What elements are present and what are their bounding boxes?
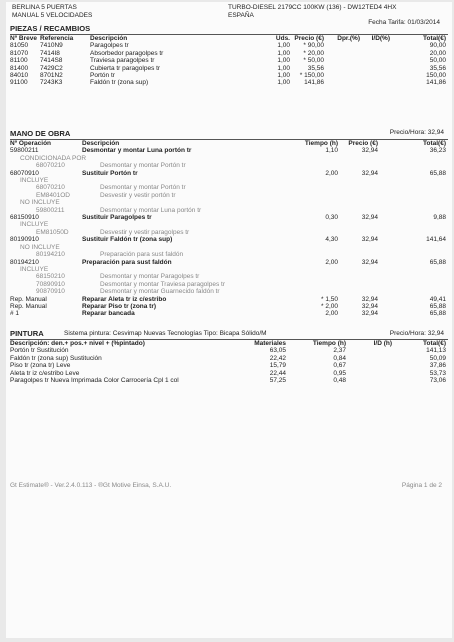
- empty-cell: [298, 207, 446, 214]
- dpr-cell: [324, 72, 360, 79]
- precio-cell: 32,94: [361, 310, 378, 318]
- tiempo-cell: 0,48: [333, 377, 346, 385]
- id-cell: [346, 355, 392, 362]
- id-cell: [360, 72, 390, 79]
- total-cell: 36,23: [429, 147, 446, 155]
- vehicle-body-type: BERLINA 5 PUERTAS: [12, 4, 77, 11]
- precio-cell: 32,94: [361, 302, 378, 310]
- empty-cell: [298, 288, 446, 295]
- materiales-cell: 22,42: [269, 354, 286, 362]
- descripcion-cell: Absorbedor paragolpes tr: [90, 49, 164, 57]
- pintura-row: [10, 347, 446, 354]
- operacion-cell: 59800211: [10, 147, 39, 155]
- precio-cell: 32,94: [361, 214, 378, 222]
- mano-obra-op-row: [10, 170, 446, 177]
- sub-descripcion-cell: Desmontar y montar Luna portón tr: [100, 206, 202, 214]
- sub-operacion-cell: 80194210: [36, 251, 65, 259]
- operacion-cell: 68150910: [10, 214, 39, 222]
- mano-obra-sub-row: [10, 162, 446, 169]
- operacion-cell: 80190910: [10, 236, 39, 244]
- col-id: I/D (h): [373, 340, 392, 347]
- total-cell: 37,86: [429, 362, 446, 370]
- mano-obra-sub-row: [10, 229, 446, 236]
- mano-obra-sub-row: [10, 192, 446, 199]
- dpr-cell: [324, 57, 360, 64]
- estimate-page: [6, 2, 452, 638]
- pintura-row: [10, 377, 446, 384]
- operacion-cell: # 1: [10, 310, 20, 318]
- footer-page-number: Página 1 de 2: [401, 482, 442, 489]
- referencia-cell: 7414S8: [40, 57, 63, 65]
- mano-obra-precio-hora: Precio/Hora: 32,94: [389, 129, 444, 136]
- dpr-cell: [324, 50, 360, 57]
- col-uds: Uds.: [275, 35, 290, 42]
- precio-cell: * 20,00: [303, 49, 324, 57]
- total-cell: 65,88: [429, 302, 446, 310]
- precio-cell: 32,94: [361, 147, 378, 155]
- sub-descripcion-cell: Desmontar y montar Portón tr: [100, 184, 186, 192]
- col-tiempo: Tiempo (h): [312, 340, 346, 347]
- descripcion-cell: Portón tr Sustitución: [10, 347, 69, 355]
- col-tiempo: Tiempo (h): [304, 140, 338, 147]
- tiempo-cell: * 1,50: [321, 295, 338, 303]
- precio-cell: 141,86: [304, 79, 324, 87]
- mano-obra-note-row: [10, 244, 446, 251]
- tiempo-cell: 2,00: [325, 258, 338, 266]
- tiempo-cell: 0,30: [325, 214, 338, 222]
- piezas-row: [10, 57, 446, 64]
- precio-cell: * 90,00: [303, 42, 324, 50]
- condition-note-cell: INCLUYE: [20, 177, 49, 185]
- dpr-cell: [324, 79, 360, 86]
- piezas-row: [10, 65, 446, 72]
- pintura-precio-hora: Precio/Hora: 32,94: [389, 330, 444, 337]
- col-dpr: Dpr.(%): [337, 35, 360, 42]
- dpr-cell: [324, 42, 360, 49]
- uds-cell: 1,00: [277, 72, 290, 80]
- pintura-row: [10, 355, 446, 362]
- descripcion-cell: Faldón tr (zona sup) Sustitución: [10, 354, 102, 362]
- materiales-cell: 22,44: [269, 369, 286, 377]
- precio-cell: 32,94: [361, 169, 378, 177]
- pintura-header-row: [10, 340, 446, 347]
- precio-cell: 32,94: [361, 236, 378, 244]
- tiempo-cell: 0,67: [333, 362, 346, 370]
- tiempo-cell: 2,37: [333, 347, 346, 355]
- empty-cell: [298, 162, 446, 169]
- descripcion-cell: Paragolpes tr Nueva Imprimada Color Carrocería Cpl 1 col: [10, 377, 179, 385]
- tiempo-cell: 4,30: [325, 236, 338, 244]
- col-descripcion: Descripción: [90, 35, 128, 42]
- total-cell: 9,88: [433, 214, 446, 222]
- total-cell: 141,13: [426, 347, 446, 355]
- tiempo-cell: 1,10: [325, 147, 338, 155]
- pintura-title: PINTURA: [10, 329, 44, 338]
- sub-descripcion-cell: Desmontar y montar Guarnecido faldón tr: [100, 288, 220, 296]
- mano-obra-title: MANO DE OBRA: [10, 129, 71, 138]
- empty-cell: [298, 192, 446, 199]
- total-cell: 65,88: [429, 310, 446, 318]
- tiempo-cell: * 2,00: [321, 302, 338, 310]
- referencia-cell: 7429C2: [40, 64, 63, 72]
- descripcion-cell: Piso tr (zona tr) Leve: [10, 362, 71, 370]
- sub-descripcion-cell: Desvestir y vestir portón tr: [100, 191, 176, 199]
- empty-cell: [298, 281, 446, 288]
- condition-note-cell: NO INCLUYE: [20, 199, 60, 207]
- mano-obra-sub-row: [10, 207, 446, 214]
- descripcion-cell: Aleta tr iz c/estribo Leve: [10, 369, 80, 377]
- precio-cell: 35,56: [307, 64, 324, 72]
- sub-descripcion-cell: Desmontar y montar Portón tr: [100, 162, 186, 170]
- mano-obra-op-row: [10, 236, 446, 243]
- operacion-cell: 68070910: [10, 169, 39, 177]
- descripcion-cell: Reparar Aleta tr iz c/estribo: [82, 295, 167, 303]
- descripcion-cell: Sustituir Paragolpes tr: [82, 214, 152, 222]
- sub-operacion-cell: 68150210: [36, 273, 65, 281]
- empty-cell: [298, 273, 446, 280]
- operacion-cell: Rep. Manual: [10, 302, 47, 310]
- descripcion-cell: Traviesa paragolpes tr: [90, 57, 155, 65]
- breve-cell: 81400: [10, 64, 29, 72]
- col-total: Total(€): [423, 340, 446, 347]
- descripcion-cell: Reparar Piso tr (zona tr): [82, 302, 157, 310]
- sub-operacion-cell: 90870910: [36, 288, 65, 296]
- pintura-row: [10, 362, 446, 369]
- fecha-tarifa: Fecha Tarifa: 01/03/2014: [368, 19, 440, 26]
- condition-note-cell: NO INCLUYE: [20, 243, 60, 251]
- id-cell: [346, 370, 392, 377]
- col-breve: Nº Breve: [10, 35, 37, 42]
- uds-cell: 1,00: [277, 49, 290, 57]
- vehicle-transmission: MANUAL 5 VELOCIDADES: [12, 12, 93, 19]
- mano-obra-table: [10, 140, 446, 318]
- mano-obra-sub-row: [10, 281, 446, 288]
- col-descripcion: Descripción: [82, 140, 120, 147]
- col-total: Total(€): [423, 140, 446, 147]
- sub-operacion-cell: EM81050D: [36, 228, 69, 236]
- materiales-cell: 15,79: [269, 362, 286, 370]
- total-cell: 65,88: [429, 258, 446, 266]
- mano-obra-op-row: [10, 147, 446, 154]
- mano-obra-note-row: [10, 266, 446, 273]
- mano-obra-note-row: [10, 177, 446, 184]
- pintura-sistema: Sistema pintura: Cesvimap Nuevas Tecnologías Tipo: Bicapa Sólido/M: [64, 330, 267, 337]
- total-cell: 141,86: [426, 79, 446, 87]
- breve-cell: 91100: [10, 79, 28, 87]
- sub-descripcion-cell: Desmontar y montar Paragolpes tr: [100, 273, 200, 281]
- breve-cell: 81050: [10, 42, 29, 50]
- col-precio: Precio (€): [294, 35, 324, 42]
- total-cell: 35,56: [429, 64, 446, 72]
- id-cell: [346, 362, 392, 369]
- precio-cell: * 50,00: [303, 57, 324, 65]
- piezas-header-row: [10, 35, 446, 42]
- total-cell: 50,00: [429, 57, 446, 65]
- referencia-cell: 7414I8: [40, 49, 60, 57]
- piezas-title: PIEZAS / RECAMBIOS: [10, 24, 91, 33]
- footer-software: Gt Estimate® - Ver.2.4.0.113 - ®Gt Motive Einsa, S.A.U.: [10, 482, 172, 489]
- descripcion-cell: Sustituir Portón tr: [82, 169, 138, 177]
- materiales-cell: 63,05: [269, 347, 286, 355]
- id-cell: [360, 42, 390, 49]
- mano-obra-sub-row: [10, 251, 446, 258]
- mano-obra-sub-row: [10, 273, 446, 280]
- piezas-row: [10, 79, 446, 86]
- tiempo-cell: 2,00: [325, 169, 338, 177]
- total-cell: 20,00: [429, 49, 446, 57]
- uds-cell: 1,00: [277, 64, 290, 72]
- id-cell: [360, 79, 390, 86]
- mano-obra-op-row: [10, 214, 446, 221]
- piezas-table: [10, 35, 446, 87]
- descripcion-cell: Desmontar y montar Luna portón tr: [82, 147, 192, 155]
- sub-descripcion-cell: Preparación para sust faldón: [100, 251, 184, 259]
- descripcion-cell: Reparar bancada: [82, 310, 135, 318]
- referencia-cell: 8701N2: [40, 72, 63, 80]
- piezas-row: [10, 50, 446, 57]
- sub-descripcion-cell: Desmontar y montar Traviesa paragolpes tr: [100, 280, 225, 288]
- sub-operacion-cell: EM8401OD: [36, 191, 70, 199]
- pintura-row: [10, 370, 446, 377]
- total-cell: 141,64: [426, 236, 446, 244]
- sub-operacion-cell: 59800211: [36, 206, 65, 214]
- id-cell: [360, 65, 390, 72]
- empty-cell: [298, 251, 446, 258]
- total-cell: 73,06: [429, 377, 446, 385]
- sub-operacion-cell: 68070210: [36, 184, 65, 192]
- id-cell: [360, 57, 390, 64]
- mano-obra-op-row: [10, 259, 446, 266]
- descripcion-cell: Cubierta tr paragolpes tr: [90, 64, 161, 72]
- total-cell: 53,73: [429, 369, 446, 377]
- mano-obra-note-row: [10, 199, 446, 206]
- descripcion-cell: Paragolpes tr: [90, 42, 129, 50]
- tiempo-cell: 0,84: [333, 354, 346, 362]
- uds-cell: 1,00: [277, 42, 290, 50]
- operacion-cell: Rep. Manual: [10, 295, 47, 303]
- vehicle-country: ESPAÑA: [228, 12, 254, 19]
- condition-note-cell: INCLUYE: [20, 265, 49, 273]
- descripcion-cell: Portón tr: [90, 72, 115, 80]
- total-cell: 150,00: [426, 72, 446, 80]
- mano-obra-note-row: [10, 155, 446, 162]
- descripcion-cell: Faldón tr (zona sup): [90, 79, 149, 87]
- mano-obra-sub-row: [10, 288, 446, 295]
- col-operacion: Nº Operación: [10, 140, 52, 147]
- total-cell: 50,09: [429, 354, 446, 362]
- uds-cell: 1,00: [277, 57, 290, 65]
- precio-cell: * 150,00: [299, 72, 324, 80]
- mano-obra-op-row: [10, 310, 446, 317]
- empty-cell: [298, 229, 446, 236]
- col-referencia: Referencia: [40, 35, 74, 42]
- pintura-table: [10, 340, 446, 384]
- referencia-cell: 7243K3: [40, 79, 63, 87]
- uds-cell: 1,00: [277, 79, 290, 87]
- condition-note-cell: CONDICIONADA POR: [20, 154, 87, 162]
- total-cell: 65,88: [429, 169, 446, 177]
- id-cell: [346, 347, 392, 354]
- breve-cell: 81070: [10, 49, 29, 57]
- total-cell: 90,00: [429, 42, 446, 50]
- col-id: I/D(%): [371, 35, 390, 42]
- piezas-row: [10, 72, 446, 79]
- id-cell: [346, 377, 392, 384]
- col-precio: Precio (€): [348, 140, 378, 147]
- vehicle-engine: TURBO-DIESEL 2179CC 100KW (136) - DW12TED4 4HX: [228, 4, 397, 11]
- descripcion-cell: Preparación para sust faldón: [82, 258, 172, 266]
- total-cell: 49,41: [429, 295, 446, 303]
- empty-cell: [298, 184, 446, 191]
- operacion-cell: 80194210: [10, 258, 39, 266]
- mano-obra-note-row: [10, 221, 446, 228]
- col-total: Total(€): [423, 35, 446, 42]
- dpr-cell: [324, 65, 360, 72]
- mano-obra-header-row: [10, 140, 446, 147]
- materiales-cell: 57,25: [269, 377, 286, 385]
- id-cell: [360, 50, 390, 57]
- mano-obra-sub-row: [10, 184, 446, 191]
- tiempo-cell: 0,95: [333, 369, 346, 377]
- condition-note-cell: INCLUYE: [20, 221, 49, 229]
- sub-descripcion-cell: Desvestir y vestir paragolpes tr: [100, 228, 190, 236]
- sub-operacion-cell: 70890910: [36, 280, 65, 288]
- col-materiales: Materiales: [254, 340, 286, 347]
- referencia-cell: 7410N9: [40, 42, 63, 50]
- breve-cell: 84010: [10, 72, 29, 80]
- piezas-row: [10, 42, 446, 49]
- precio-cell: 32,94: [361, 258, 378, 266]
- breve-cell: 81100: [10, 57, 28, 65]
- mano-obra-op-row: [10, 296, 446, 303]
- sub-operacion-cell: 68070210: [36, 162, 65, 170]
- tiempo-cell: 2,00: [325, 310, 338, 318]
- col-descripcion: Descripción: den.+ pos.+ nivel + (%pintado): [10, 340, 145, 347]
- mano-obra-op-row: [10, 303, 446, 310]
- descripcion-cell: Sustituir Faldón tr (zona sup): [82, 236, 173, 244]
- precio-cell: 32,94: [361, 295, 378, 303]
